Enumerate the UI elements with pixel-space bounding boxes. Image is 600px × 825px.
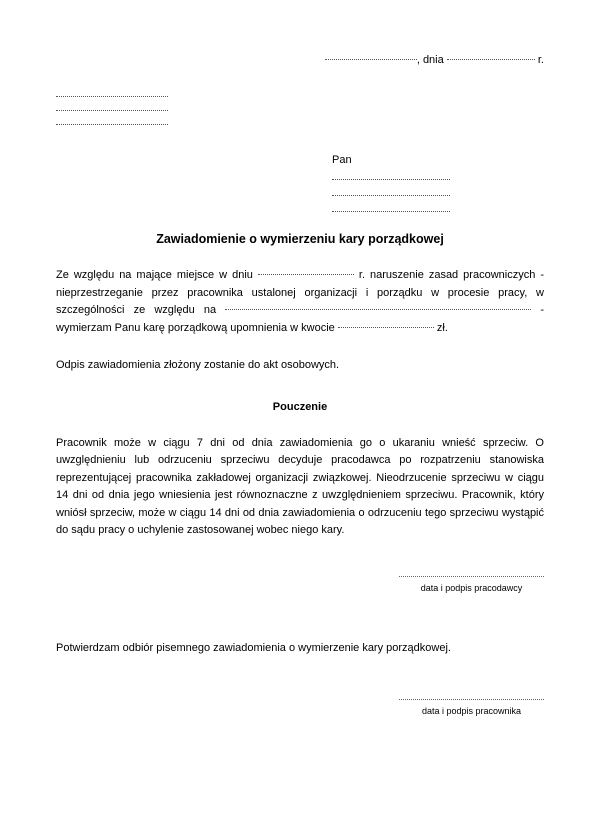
date-header — [56, 52, 544, 68]
main-paragraph-text-4: zł. — [436, 321, 448, 334]
employer-signature-line[interactable] — [399, 576, 544, 577]
incident-date-blank[interactable] — [258, 274, 354, 275]
employee-signature-line[interactable] — [399, 699, 544, 700]
sender-line-2[interactable] — [56, 110, 168, 111]
page-title: Zawiadomienie o wymierzeniu kary porządkowej — [156, 232, 444, 246]
acknowledgement-text: Potwierdzam odbiór pisemnego zawiadomienia o wymierzenie kary porządkowej. — [56, 641, 451, 654]
recipient-block — [332, 153, 450, 212]
main-paragraph-text-1: Ze względu na mające miejsce w dniu — [56, 269, 253, 281]
date-blank[interactable] — [447, 59, 535, 60]
recipient-salutation: Pan — [332, 154, 352, 166]
employer-signature-block — [399, 576, 544, 594]
recipient-line-3[interactable] — [332, 211, 450, 212]
sender-line-3[interactable] — [56, 124, 168, 125]
year-abbrev-label: r. — [537, 54, 544, 66]
reason-blank[interactable] — [225, 309, 531, 310]
sender-block — [56, 96, 168, 125]
personal-file-note: Odpis zawiadomienia złożony zostanie do akt osobowych. — [56, 359, 340, 371]
main-paragraph — [56, 267, 544, 337]
sender-line-1[interactable] — [56, 96, 168, 97]
place-blank[interactable] — [325, 59, 417, 60]
recipient-line-1[interactable] — [332, 179, 450, 180]
employee-signature-caption: data i podpis pracownika — [421, 706, 522, 716]
instruction-text: Pracownik może w ciągu 7 dni od dnia zawiadomienia go o ukaraniu wnieść sprzeciw. O uwzględnieniu lub odrzuceniu sprzeciwu decyduje pracodawca po rozpatrzeniu stanowiska reprezentującej pracownika zakładowej organizacji związkowej. Nieodrzucenie sprzeciwu w ciągu 14 dni od dnia jego wniesienia jest równoznaczne z uwzględnieniem sprzeciwu. Pracownik, który wniósł sprzeciw, może w ciągu 14 dni od dnia zawiadomienia o odrzuceniu tego sprzeciwu wystąpić do sądu pracy o uchylenie zastosowanej wobec niego kary. — [56, 436, 544, 536]
amount-blank[interactable] — [338, 327, 434, 328]
main-paragraph-text-2: r. naruszenie zasad pracowniczych - nieprzestrzeganie przez pracownika ustalonej organizacji i porządku w procesie pracy, w szczególności ze względu na — [56, 269, 544, 316]
employer-signature-caption: data i podpis pracodawcy — [420, 582, 523, 593]
date-separator-label: , dnia — [416, 54, 444, 66]
employee-signature-block — [399, 699, 544, 717]
document-content — [56, 0, 544, 717]
instruction-heading: Pouczenie — [272, 400, 328, 413]
main-paragraph-text-3: - wymierzam Panu karę porządkową upomnienia w kwocie — [56, 304, 544, 334]
recipient-line-2[interactable] — [332, 195, 450, 196]
